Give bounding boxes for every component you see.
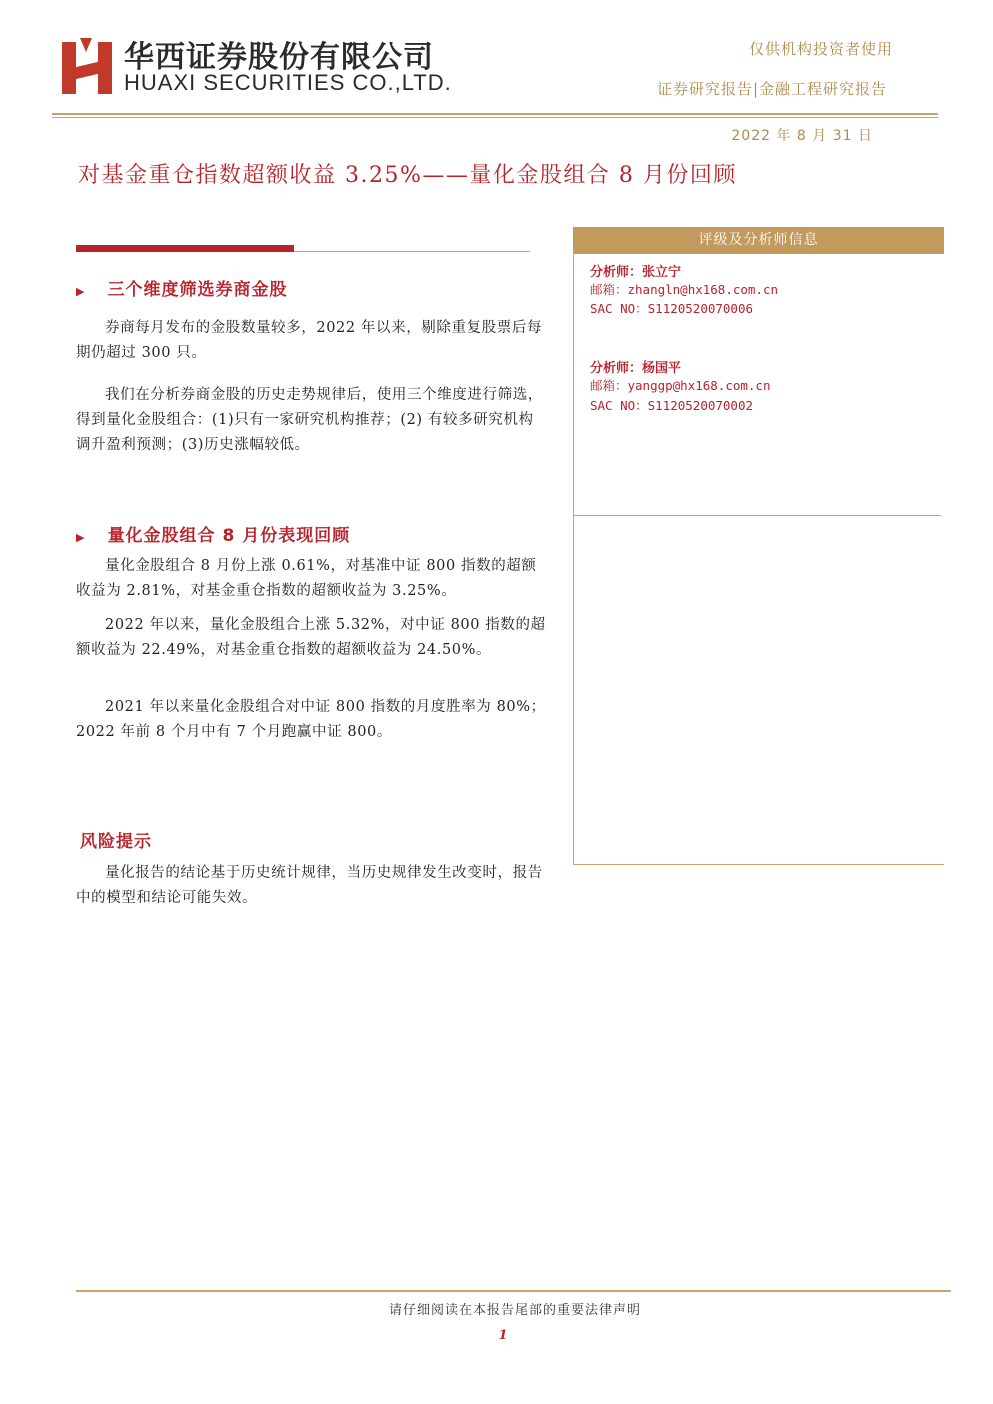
company-name-en: HUAXI SECURITIES CO.,LTD. [124, 70, 452, 95]
triangle-bullet-icon: ▶ [76, 285, 85, 298]
risk-heading: 风险提示 [80, 832, 152, 852]
report-date: 2022 年 8 月 31 日 [731, 128, 873, 144]
section-2-paragraph-3: 2021 年以来量化金股组合对中证 800 指数的月度胜率为 80%；2022 年前 8 个月中有 7 个月跑赢中证 800。 [76, 699, 546, 740]
section-accent-line [294, 251, 530, 252]
panel-bottom-border [573, 864, 944, 865]
header-divider-thin [52, 117, 938, 118]
report-type: 证券研究报告|金融工程研究报告 [656, 80, 887, 98]
footer-divider [76, 1290, 951, 1292]
analyst-name: 分析师：杨国平 [590, 361, 682, 376]
page-number: 1 [498, 1328, 508, 1343]
analyst-name: 分析师：张立宁 [590, 265, 682, 280]
section-2-paragraph-2: 2022 年以来，量化金股组合上涨 5.32%，对中证 800 指数的超额收益为 22.49%，对基金重仓指数的超额收益为 24.50%。 [76, 617, 546, 658]
analyst-sac: SAC NO：S1120520070002 [590, 398, 754, 413]
section-2-paragraph-1: 量化金股组合 8 月份上涨 0.61%，对基准中证 800 指数的超额收益为 2.81%，对基金重仓指数的超额收益为 3.25%。 [76, 558, 537, 599]
panel-divider [573, 515, 941, 516]
panel-left-border [573, 227, 574, 865]
analyst-panel-title: 评级及分析师信息 [573, 227, 944, 254]
huaxi-logo-icon [62, 38, 116, 94]
analyst-email[interactable]: 邮箱：zhangln@hx168.com.cn [590, 282, 779, 297]
analyst-sac: SAC NO：S1120520070006 [590, 301, 754, 316]
analyst-email[interactable]: 邮箱：yanggp@hx168.com.cn [590, 378, 771, 393]
section-accent-bar [76, 245, 294, 252]
section-1-paragraph-1: 券商每月发布的金股数量较多，2022 年以来，剔除重复股票后每期仍超过 300 只。 [76, 320, 543, 361]
triangle-bullet-icon: ▶ [76, 531, 85, 544]
risk-paragraph: 量化报告的结论基于历史统计规律，当历史规律发生改变时，报告中的模型和结论可能失效。 [76, 865, 543, 906]
section-heading-2: ▶ 量化金股组合 8 月份表现回顾 [76, 526, 351, 546]
legal-notice: 请仔细阅读在本报告尾部的重要法律声明 [388, 1303, 641, 1318]
header-divider [52, 113, 938, 115]
report-title: 对基金重仓指数超额收益 3.25%——量化金股组合 8 月份回顾 [78, 163, 737, 188]
company-name-cn: 华西证券股份有限公司 [124, 40, 434, 75]
section-heading-1: ▶ 三个维度筛选券商金股 [76, 280, 288, 300]
section-1-paragraph-2: 我们在分析券商金股的历史走势规律后，使用三个维度进行筛选，得到量化金股组合：(1)只有一家研究机构推荐；(2) 有较多研究机构调升盈利预测；(3)历史涨幅较低。 [76, 387, 543, 453]
audience-note: 仅供机构投资者使用 [748, 40, 893, 58]
